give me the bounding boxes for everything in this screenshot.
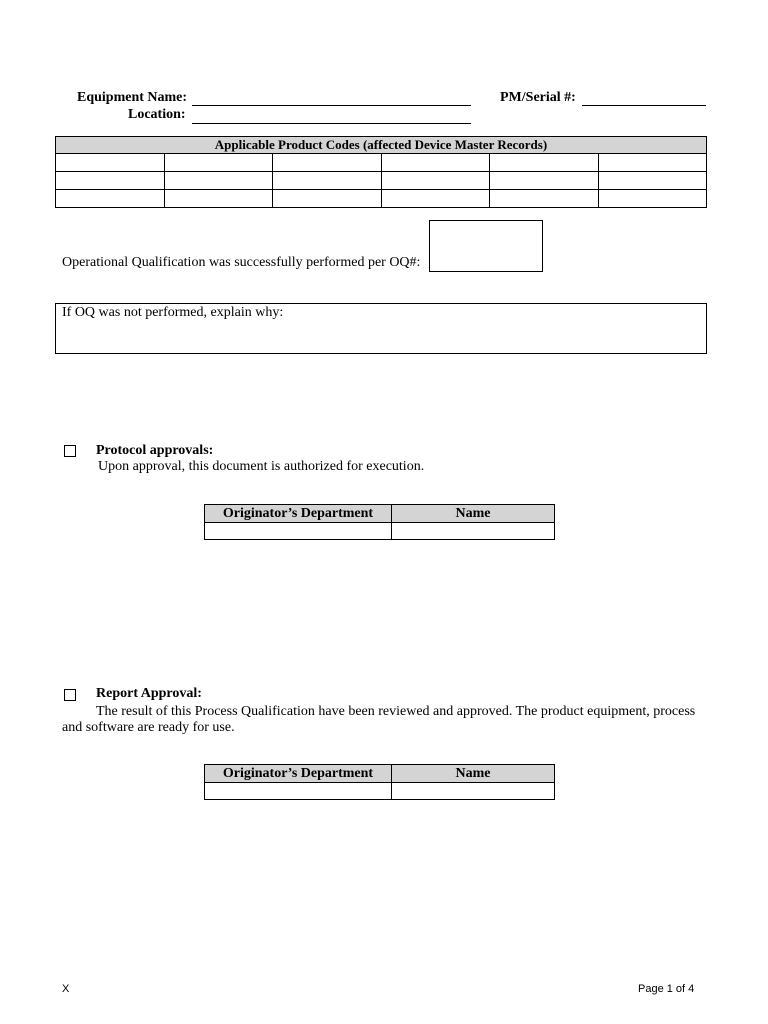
table-row: [56, 154, 707, 172]
name-header: Name: [392, 765, 555, 783]
product-codes-table: [55, 136, 707, 208]
product-code-cell[interactable]: [273, 172, 382, 190]
location-label: Location:: [128, 107, 186, 122]
pm-serial-field[interactable]: [582, 105, 706, 106]
product-code-cell[interactable]: [164, 154, 273, 172]
protocol-approvals-checkbox[interactable]: [64, 445, 76, 457]
product-code-cell[interactable]: [273, 154, 382, 172]
oq-statement: Operational Qualification was successfully performed per OQ#:: [62, 255, 421, 270]
oq-explanation-label: If OQ was not performed, explain why:: [62, 305, 284, 320]
product-code-cell[interactable]: [381, 154, 490, 172]
product-codes-title: Applicable Product Codes (affected Device Master Records): [56, 137, 707, 154]
equipment-name-field[interactable]: [192, 105, 471, 106]
product-code-cell[interactable]: [164, 190, 273, 208]
oq-explanation-box[interactable]: [55, 303, 707, 354]
originator-department-header: Originator’s Department: [205, 765, 392, 783]
product-code-cell[interactable]: [598, 154, 707, 172]
product-code-cell[interactable]: [56, 172, 165, 190]
table-row: [56, 190, 707, 208]
name-header: Name: [392, 505, 555, 523]
report-approval-text-line2: and software are ready for use.: [62, 720, 235, 735]
table-row: [56, 172, 707, 190]
protocol-approvals-text: Upon approval, this document is authorized for execution.: [98, 459, 425, 474]
originator-department-header: Originator’s Department: [205, 505, 392, 523]
report-approval-title: Report Approval:: [96, 686, 202, 701]
originator-department-cell[interactable]: [205, 523, 392, 540]
product-code-cell[interactable]: [598, 190, 707, 208]
location-field[interactable]: [192, 123, 471, 124]
page-number: Page 1 of 4: [638, 983, 695, 995]
product-code-cell[interactable]: [381, 172, 490, 190]
product-code-cell[interactable]: [164, 172, 273, 190]
equipment-name-label: Equipment Name:: [77, 90, 188, 105]
report-approval-table: [204, 764, 555, 800]
product-code-cell[interactable]: [56, 154, 165, 172]
product-code-cell[interactable]: [490, 172, 599, 190]
report-approval-checkbox[interactable]: [64, 689, 76, 701]
product-code-cell[interactable]: [381, 190, 490, 208]
name-cell[interactable]: [392, 783, 555, 800]
name-cell[interactable]: [392, 523, 555, 540]
table-row: [205, 523, 555, 540]
oq-number-box[interactable]: [429, 220, 543, 272]
protocol-approvals-title: Protocol approvals:: [96, 443, 214, 458]
originator-department-cell[interactable]: [205, 783, 392, 800]
product-code-cell[interactable]: [490, 190, 599, 208]
product-code-cell[interactable]: [490, 154, 599, 172]
table-row: [205, 783, 555, 800]
product-code-cell[interactable]: [56, 190, 165, 208]
protocol-approval-table: [204, 504, 555, 540]
pm-serial-label: PM/Serial #:: [500, 90, 576, 105]
product-code-cell[interactable]: [598, 172, 707, 190]
product-code-cell[interactable]: [273, 190, 382, 208]
report-approval-text-line1: The result of this Process Qualification have been reviewed and approved. The product equipment, process: [96, 704, 696, 719]
footer-left-text: X: [62, 983, 70, 995]
